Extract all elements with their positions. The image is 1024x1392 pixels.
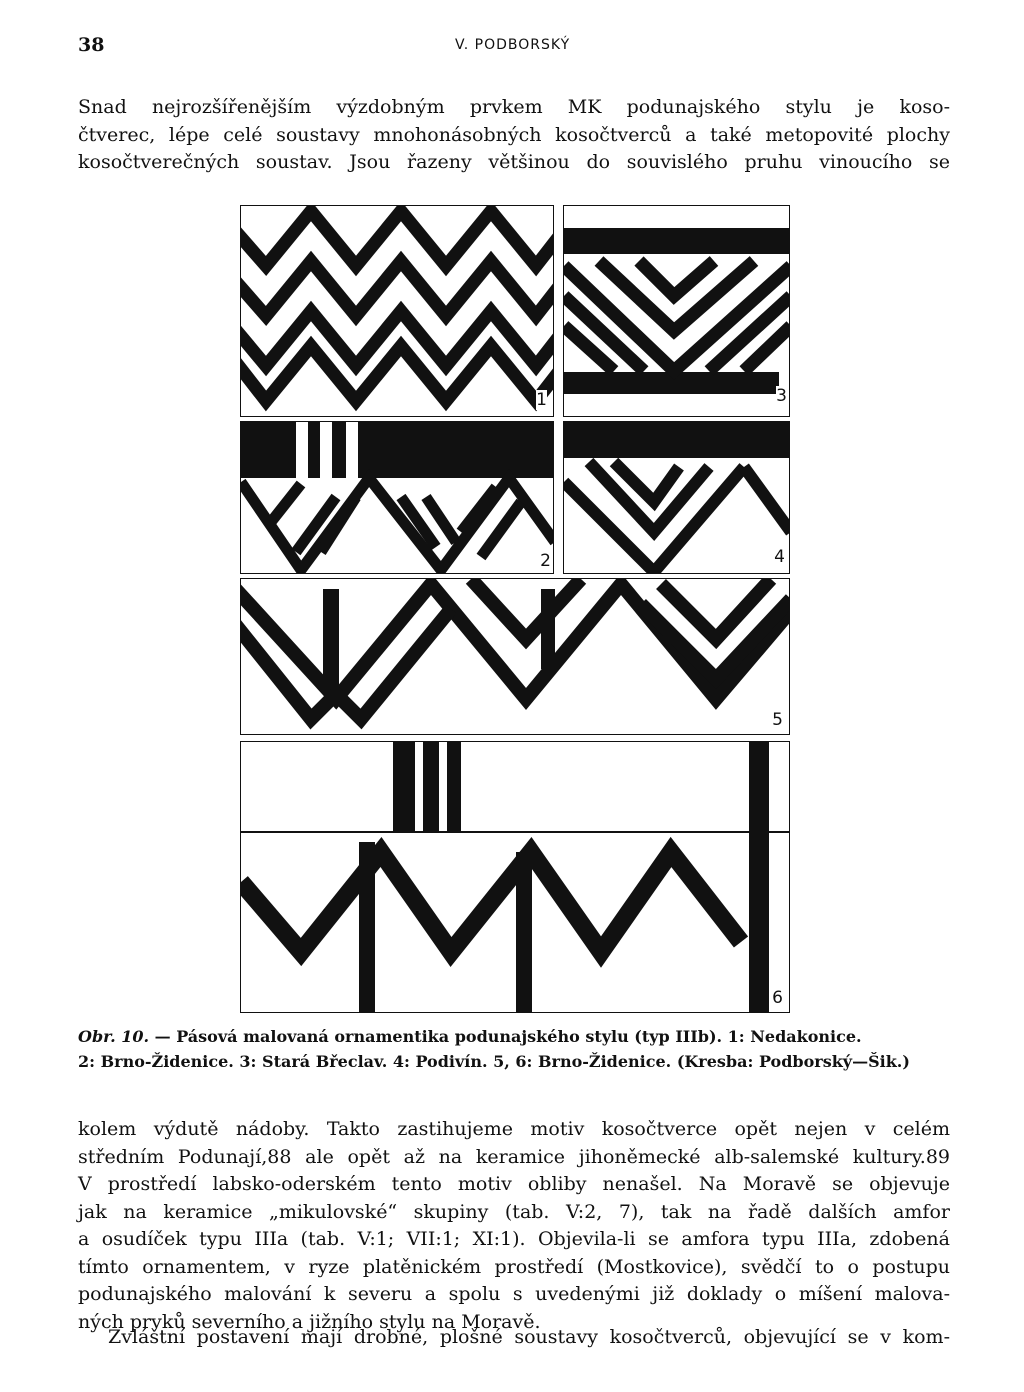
text-line: a osudíček typu IIIa (tab. V:1; VII:1; XI:1). Objevila-li se amfora typu IIIa, zdobená [78,1228,950,1250]
ornament-panel-5 [240,578,790,735]
caption-line [78,1024,950,1049]
text-line: čtverec, lépe celé soustavy mnohonásobných kosočtverců a také metopovité plochy [78,123,950,146]
text-line: středním Podunají,88 ale opět až na keramice jihoněmecké alb-salemské kultury.89 [78,1145,950,1168]
text-line: V prostředí labsko-oderském tento motiv obliby nenašel. Na Moravě se objevuje [78,1173,950,1195]
caption-label: Obr. 10. [78,1027,150,1046]
text-line: kolem výdutě nádoby. Takto zastihujeme motiv kosočtverce opět nejen v celém [78,1118,950,1140]
chevron-ornament-4 [564,422,790,574]
zigzag-ornament-5 [241,579,790,735]
triangle-ornament-2 [241,422,554,574]
page-number: 38 [78,34,105,56]
caption-text: — Pásová malovaná ornamentika podunajského stylu (typ IIIb). 1: Nedakonice. [149,1027,862,1046]
panel-number: 6 [772,988,783,1008]
ornament-panel-2 [240,421,554,574]
text-line: jak na keramice „mikulovské“ skupiny (tab. V:2, 7), tak na řadě dalších amfor [78,1200,950,1223]
text-line: Snad nejrozšířenějším výzdobným prvkem MK podunajského stylu je koso- [78,96,950,118]
ornament-panel-4 [563,421,790,574]
panel-number: 5 [772,710,783,730]
panel-number: 3 [776,386,787,406]
panel-number: 2 [540,551,551,571]
text-line: ných prvků severního a jižního stylu na Moravě. [78,1310,541,1333]
ornament-panel-6 [240,741,790,1013]
paragraph-1 [78,94,950,177]
text-line: Zvláštní postavení mají drobné, plošné soustavy kosočtverců, objevující se v kom- [108,1326,950,1348]
figure-caption [78,1024,950,1074]
ornament-panel-3 [563,205,790,417]
caption-line: 2: Brno-Židenice. 3: Stará Břeclav. 4: Podivín. 5, 6: Brno-Židenice. (Kresba: Podborský—Šik.) [78,1052,910,1071]
text-line: tímto ornamentem, v ryze platěnickém prostředí (Mostkovice), svědčí to o postupu [78,1255,950,1278]
ornament-panel-1 [240,205,554,417]
running-title: V. PODBORSKÝ [455,37,571,53]
paragraph-3 [78,1324,950,1352]
paragraph-2 [78,1116,950,1336]
text-line: kosočtverečných soustav. Jsou řazeny většinou do souvislého pruhu vinoucího se [78,151,950,173]
band-ornament-6 [241,742,790,1013]
panel-number: 1 [536,390,547,410]
zigzag-ornament-1 [241,206,554,417]
chevron-ornament-3 [564,206,790,417]
text-line: podunajského malování k severu a spolu s uvedenými již doklady o míšení malova- [78,1283,950,1305]
panel-number: 4 [774,547,785,567]
